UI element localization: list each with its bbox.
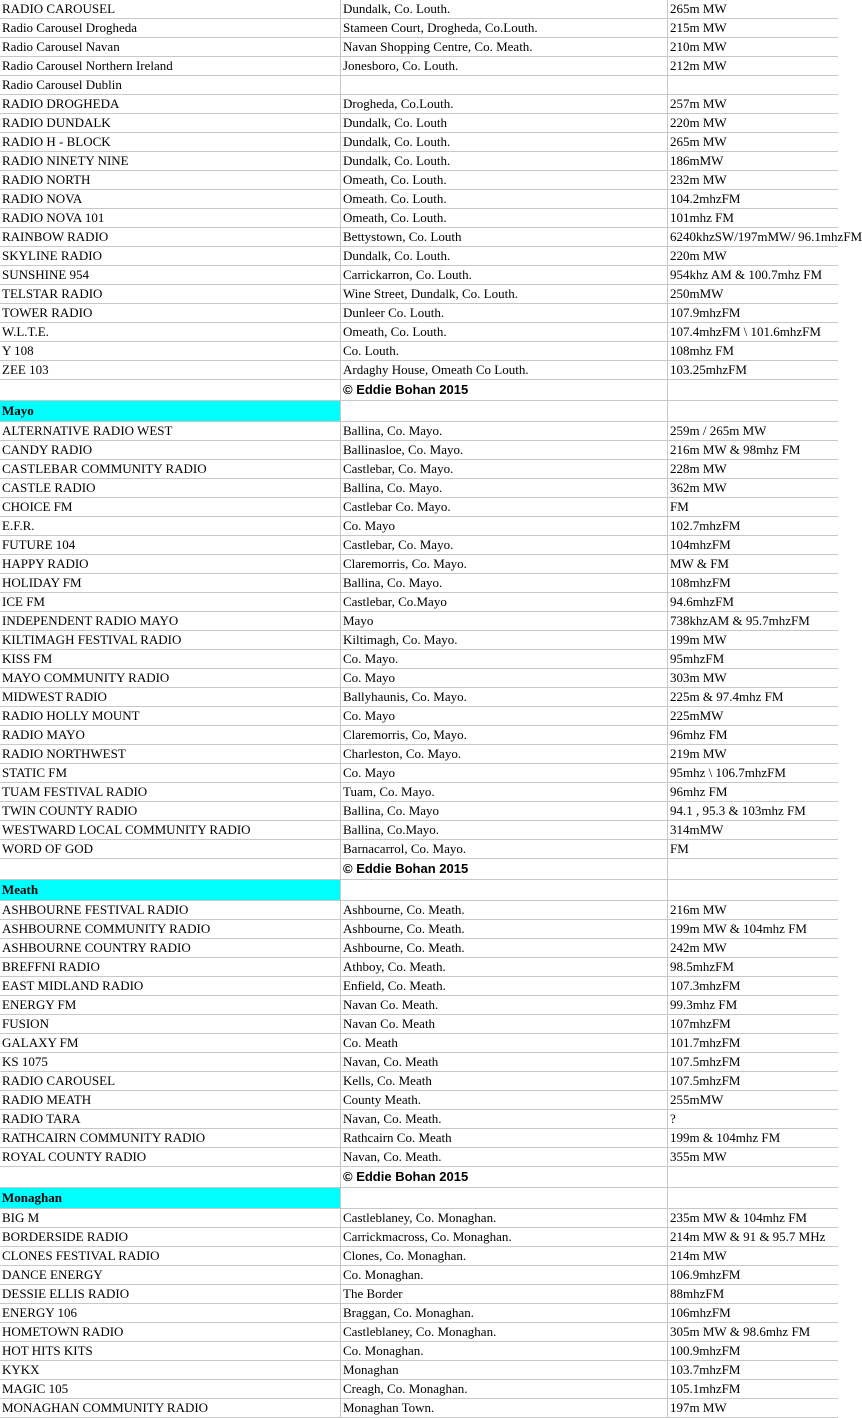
station-location: Castlebar, Co. Mayo. (340, 460, 667, 478)
station-frequency: ? (667, 1110, 838, 1128)
station-name: STATIC FM (2, 765, 68, 780)
table-row (0, 688, 838, 707)
table-row (0, 460, 838, 479)
table-row (0, 1015, 838, 1034)
empty-cell (340, 401, 667, 421)
station-location: Castlebar, Co.Mayo (340, 593, 667, 611)
station-name: RADIO NINETY NINE (2, 153, 129, 168)
table-row (0, 114, 838, 133)
county-header: Monaghan (0, 1188, 340, 1208)
station-name: ICE FM (2, 594, 45, 609)
table-row (0, 650, 838, 669)
table-row (0, 133, 838, 152)
station-location: Navan, Co. Meath. (340, 1110, 667, 1128)
station-name: CANDY RADIO (2, 442, 93, 457)
table-row (0, 574, 838, 593)
table-row (0, 19, 838, 38)
station-location: Enfield, Co. Meath. (340, 977, 667, 995)
empty-cell (667, 880, 838, 900)
station-frequency: 250mMW (667, 285, 838, 303)
station-name: TWIN COUNTY RADIO (2, 803, 138, 818)
station-frequency: 99.3mhz FM (667, 996, 838, 1014)
station-name: Radio Carousel Drogheda (2, 20, 138, 35)
station-frequency: 255mMW (667, 1091, 838, 1109)
station-name: RADIO NOVA 101 (2, 210, 105, 225)
station-frequency: 106mhzFM (667, 1304, 838, 1322)
table-row (0, 1228, 838, 1247)
station-frequency: 98.5mhzFM (667, 958, 838, 976)
station-frequency: 107.9mhzFM (667, 304, 838, 322)
station-location: Wine Street, Dundalk, Co. Louth. (340, 285, 667, 303)
station-location: Rathcairn Co. Meath (340, 1129, 667, 1147)
station-name: BORDERSIDE RADIO (2, 1229, 129, 1244)
table-row (0, 536, 838, 555)
table-row (0, 821, 838, 840)
station-frequency: 219m MW (667, 745, 838, 763)
station-location: Barnacarrol, Co. Mayo. (340, 840, 667, 858)
station-name: RADIO CAROUSEL (2, 1073, 116, 1088)
table-row (0, 958, 838, 977)
table-row (0, 726, 838, 745)
table-row (0, 190, 838, 209)
station-location: Navan Co. Meath. (340, 996, 667, 1014)
station-frequency: 6240khzSW/197mMW/ 96.1mhzFM (667, 228, 838, 246)
station-frequency: 107.3mhzFM (667, 977, 838, 995)
table-row (0, 422, 838, 441)
station-frequency: 216m MW (667, 901, 838, 919)
table-row (0, 1285, 838, 1304)
station-name: WESTWARD LOCAL COMMUNITY RADIO (2, 822, 251, 837)
table-row (0, 228, 862, 247)
station-name: ASHBOURNE COUNTRY RADIO (2, 940, 191, 955)
table-row (0, 361, 838, 380)
empty-cell (0, 380, 340, 400)
table-row (0, 1266, 838, 1285)
station-location: Omeath. Co. Louth. (340, 190, 667, 208)
copyright-notice: © Eddie Bohan 2015 (340, 380, 667, 400)
station-name: EAST MIDLAND RADIO (2, 978, 144, 993)
station-name: KS 1075 (2, 1054, 48, 1069)
station-frequency: 107.5mhzFM (667, 1072, 838, 1090)
station-frequency: 355m MW (667, 1148, 838, 1166)
station-frequency: 265m MW (667, 133, 838, 151)
station-location: Navan Shopping Centre, Co. Meath. (340, 38, 667, 56)
station-name: RATHCAIRN COMMUNITY RADIO (2, 1130, 206, 1145)
station-location: Ardaghy House, Omeath Co Louth. (340, 361, 667, 379)
station-name: INDEPENDENT RADIO MAYO (2, 613, 179, 628)
station-name: BIG M (2, 1210, 40, 1225)
station-location: Kiltimagh, Co. Mayo. (340, 631, 667, 649)
station-name: CLONES FESTIVAL RADIO (2, 1248, 160, 1263)
station-name: FUSION (2, 1016, 49, 1031)
table-row (0, 764, 838, 783)
station-location: Jonesboro, Co. Louth. (340, 57, 667, 75)
station-frequency: 303m MW (667, 669, 838, 687)
county-header: Mayo (0, 401, 340, 421)
table-row (0, 1399, 838, 1418)
station-name: RADIO HOLLY MOUNT (2, 708, 140, 723)
station-frequency: 94.6mhzFM (667, 593, 838, 611)
station-frequency: 106.9mhzFM (667, 1266, 838, 1284)
station-frequency: 220m MW (667, 114, 838, 132)
station-frequency: FM (667, 840, 838, 858)
station-location: Ashbourne, Co. Meath. (340, 920, 667, 938)
station-frequency: 738khzAM & 95.7mhzFM (667, 612, 838, 630)
table-row (0, 479, 838, 498)
station-frequency: 199m MW (667, 631, 838, 649)
table-row (0, 38, 838, 57)
station-location: Dundalk, Co. Louth. (340, 152, 667, 170)
station-location: Monaghan Town. (340, 1399, 667, 1417)
table-row (0, 802, 838, 821)
station-location: Claremorris, Co. Mayo. (340, 555, 667, 573)
station-name: TELSTAR RADIO (2, 286, 103, 301)
station-frequency: 101mhz FM (667, 209, 838, 227)
station-frequency: 214m MW (667, 1247, 838, 1265)
station-location: Dunleer Co. Louth. (340, 304, 667, 322)
station-name: Radio Carousel Northern Ireland (2, 58, 173, 73)
table-row (0, 171, 838, 190)
station-frequency: 235m MW & 104mhz FM (667, 1209, 838, 1227)
station-frequency: 105.1mhzFM (667, 1380, 838, 1398)
table-row (0, 517, 838, 536)
table-row (0, 1304, 838, 1323)
station-name: ENERGY FM (2, 997, 77, 1012)
station-frequency: 225mMW (667, 707, 838, 725)
table-row (0, 247, 838, 266)
station-location (340, 76, 667, 94)
station-frequency: 95mhz \ 106.7mhzFM (667, 764, 838, 782)
empty-cell (0, 1167, 340, 1187)
station-frequency: 197m MW (667, 1399, 838, 1417)
copyright-notice: © Eddie Bohan 2015 (340, 1167, 667, 1187)
station-location: County Meath. (340, 1091, 667, 1109)
station-frequency: 259m / 265m MW (667, 422, 838, 440)
table-row (0, 1209, 838, 1228)
station-location: Charleston, Co. Mayo. (340, 745, 667, 763)
station-name: ROYAL COUNTY RADIO (2, 1149, 147, 1164)
station-name: DESSIE ELLIS RADIO (2, 1286, 130, 1301)
table-row (0, 901, 838, 920)
station-name: Radio Carousel Dublin (2, 77, 122, 92)
station-name: RAINBOW RADIO (2, 229, 109, 244)
table-row (0, 1034, 838, 1053)
table-row (0, 939, 838, 958)
table-row (0, 1247, 838, 1266)
station-frequency: 314mMW (667, 821, 838, 839)
county-header-row (0, 880, 838, 901)
station-name: RADIO DROGHEDA (2, 96, 120, 111)
table-row (0, 1091, 838, 1110)
station-name: W.L.T.E. (2, 324, 49, 339)
table-row (0, 977, 838, 996)
station-frequency: 108mhz FM (667, 342, 838, 360)
table-row (0, 996, 838, 1015)
county-header-row (0, 401, 838, 422)
station-frequency: FM (667, 498, 838, 516)
table-row (0, 555, 838, 574)
copyright-row (0, 859, 838, 880)
empty-cell (667, 859, 838, 879)
station-location: Co. Mayo (340, 517, 667, 535)
station-frequency: 954khz AM & 100.7mhz FM (667, 266, 838, 284)
station-location: Carrickmacross, Co. Monaghan. (340, 1228, 667, 1246)
station-name: CASTLE RADIO (2, 480, 96, 495)
station-name: ASHBOURNE FESTIVAL RADIO (2, 902, 189, 917)
station-location: Tuam, Co. Mayo. (340, 783, 667, 801)
station-name: HOT HITS KITS (2, 1343, 93, 1358)
table-row (0, 631, 838, 650)
station-name: RADIO DUNDALK (2, 115, 111, 130)
station-frequency: 220m MW (667, 247, 838, 265)
table-row (0, 745, 838, 764)
station-location: Claremorris, Co, Mayo. (340, 726, 667, 744)
station-frequency: 95mhzFM (667, 650, 838, 668)
station-name: HOLIDAY FM (2, 575, 82, 590)
station-name: RADIO TARA (2, 1111, 81, 1126)
table-row (0, 342, 838, 361)
table-row (0, 1110, 838, 1129)
station-frequency: 107.5mhzFM (667, 1053, 838, 1071)
station-location: Creagh, Co. Monaghan. (340, 1380, 667, 1398)
empty-cell (667, 401, 838, 421)
station-location: Dundalk, Co. Louth. (340, 247, 667, 265)
table-row (0, 95, 838, 114)
table-row (0, 0, 838, 19)
station-name: SKYLINE RADIO (2, 248, 103, 263)
empty-cell (667, 1188, 838, 1208)
station-location: Castlebar Co. Mayo. (340, 498, 667, 516)
station-frequency: 103.7mhzFM (667, 1361, 838, 1379)
station-location: Co. Mayo (340, 669, 667, 687)
station-location: Mayo (340, 612, 667, 630)
station-frequency: 96mhz FM (667, 726, 838, 744)
table-row (0, 304, 838, 323)
station-location: Bettystown, Co. Louth (340, 228, 667, 246)
station-name: BREFFNI RADIO (2, 959, 100, 974)
empty-cell (667, 1167, 838, 1187)
table-row (0, 1072, 838, 1091)
station-name: MIDWEST RADIO (2, 689, 107, 704)
station-location: Braggan, Co. Monaghan. (340, 1304, 667, 1322)
table-row (0, 1053, 838, 1072)
station-name: KYKX (2, 1362, 40, 1377)
station-name: ZEE 103 (2, 362, 49, 377)
station-location: Co. Mayo (340, 707, 667, 725)
station-location: Omeath, Co. Louth. (340, 171, 667, 189)
station-name: RADIO NORTHWEST (2, 746, 126, 761)
station-frequency: 228m MW (667, 460, 838, 478)
station-name: MAYO COMMUNITY RADIO (2, 670, 170, 685)
station-location: Dundalk, Co. Louth (340, 114, 667, 132)
station-frequency: 305m MW & 98.6mhz FM (667, 1323, 838, 1341)
station-location: Co. Mayo. (340, 650, 667, 668)
station-location: Co. Monaghan. (340, 1266, 667, 1284)
station-name: ASHBOURNE COMMUNITY RADIO (2, 921, 211, 936)
station-frequency: 225m & 97.4mhz FM (667, 688, 838, 706)
station-frequency: 265m MW (667, 0, 838, 18)
station-location: Co. Mayo (340, 764, 667, 782)
station-location: Ballyhaunis, Co. Mayo. (340, 688, 667, 706)
station-location: Navan, Co. Meath. (340, 1148, 667, 1166)
station-name: KISS FM (2, 651, 53, 666)
table-row (0, 1323, 838, 1342)
station-name: ENERGY 106 (2, 1305, 77, 1320)
station-location: Dundalk, Co. Louth. (340, 0, 667, 18)
table-row (0, 285, 838, 304)
station-frequency: 215m MW (667, 19, 838, 37)
table-row (0, 840, 838, 859)
station-name: KILTIMAGH FESTIVAL RADIO (2, 632, 182, 647)
station-frequency: 210m MW (667, 38, 838, 56)
county-header-row (0, 1188, 838, 1209)
station-name: RADIO H - BLOCK (2, 134, 111, 149)
station-name: Radio Carousel Navan (2, 39, 120, 54)
table-row (0, 323, 838, 342)
station-name: HAPPY RADIO (2, 556, 89, 571)
table-row (0, 707, 838, 726)
station-location: Ashbourne, Co. Meath. (340, 901, 667, 919)
station-name: RADIO MEATH (2, 1092, 92, 1107)
station-location: Omeath, Co. Louth. (340, 209, 667, 227)
station-frequency: 216m MW & 98mhz FM (667, 441, 838, 459)
copyright-notice: © Eddie Bohan 2015 (340, 859, 667, 879)
station-location: Ballina, Co. Mayo (340, 802, 667, 820)
station-location: Ballinasloe, Co. Mayo. (340, 441, 667, 459)
station-location: Ashbourne, Co. Meath. (340, 939, 667, 957)
station-name: RADIO NOVA (2, 191, 83, 206)
table-row (0, 266, 838, 285)
table-row (0, 57, 838, 76)
station-name: RADIO NORTH (2, 172, 91, 187)
table-row (0, 669, 838, 688)
empty-cell (340, 880, 667, 900)
table-row (0, 1148, 838, 1167)
station-frequency: 101.7mhzFM (667, 1034, 838, 1052)
station-location: Clones, Co. Monaghan. (340, 1247, 667, 1265)
station-location: Drogheda, Co.Louth. (340, 95, 667, 113)
station-location: Ballina, Co.Mayo. (340, 821, 667, 839)
station-location: Co. Meath (340, 1034, 667, 1052)
table-row (0, 1380, 838, 1399)
station-frequency: 94.1 , 95.3 & 103mhz FM (667, 802, 838, 820)
table-row (0, 1129, 838, 1148)
station-frequency: 104mhzFM (667, 536, 838, 554)
table-row (0, 920, 838, 939)
station-name: FUTURE 104 (2, 537, 76, 552)
station-name: MAGIC 105 (2, 1381, 69, 1396)
station-frequency: 103.25mhzFM (667, 361, 838, 379)
station-frequency: 242m MW (667, 939, 838, 957)
table-row (0, 612, 838, 631)
station-name: HOMETOWN RADIO (2, 1324, 124, 1339)
empty-cell (340, 1188, 667, 1208)
copyright-row (0, 380, 838, 401)
station-location: Ballina, Co. Mayo. (340, 422, 667, 440)
station-location: Navan, Co. Meath (340, 1053, 667, 1071)
table-row (0, 441, 838, 460)
station-name: RADIO MAYO (2, 727, 85, 742)
empty-cell (667, 380, 838, 400)
station-location: Co. Louth. (340, 342, 667, 360)
station-location: Athboy, Co. Meath. (340, 958, 667, 976)
station-name: DANCE ENERGY (2, 1267, 103, 1282)
station-frequency: 104.2mhzFM (667, 190, 838, 208)
station-frequency: 88mhzFM (667, 1285, 838, 1303)
station-frequency: 212m MW (667, 57, 838, 75)
station-location: Ballina, Co. Mayo. (340, 574, 667, 592)
table-row (0, 76, 838, 95)
station-frequency: MW & FM (667, 555, 838, 573)
station-location: Castlebar, Co. Mayo. (340, 536, 667, 554)
station-name: WORD OF GOD (2, 841, 93, 856)
station-name: TOWER RADIO (2, 305, 93, 320)
station-name: RADIO CAROUSEL (2, 1, 116, 16)
station-frequency (667, 76, 838, 94)
station-location: Ballina, Co. Mayo. (340, 479, 667, 497)
station-name: MONAGHAN COMMUNITY RADIO (2, 1400, 209, 1415)
station-location: Dundalk, Co. Louth. (340, 133, 667, 151)
station-location: Kells, Co. Meath (340, 1072, 667, 1090)
station-frequency: 232m MW (667, 171, 838, 189)
copyright-row (0, 1167, 838, 1188)
station-frequency: 102.7mhzFM (667, 517, 838, 535)
station-frequency: 257m MW (667, 95, 838, 113)
station-location: Omeath, Co. Louth. (340, 323, 667, 341)
table-row (0, 209, 838, 228)
station-location: Castleblaney, Co. Monaghan. (340, 1209, 667, 1227)
station-location: Monaghan (340, 1361, 667, 1379)
empty-cell (0, 859, 340, 879)
station-location: Carrickarron, Co. Louth. (340, 266, 667, 284)
station-name: CASTLEBAR COMMUNITY RADIO (2, 461, 207, 476)
station-frequency: 100.9mhzFM (667, 1342, 838, 1360)
station-name: SUNSHINE 954 (2, 267, 90, 282)
table-row (0, 1342, 838, 1361)
station-frequency: 199m MW & 104mhz FM (667, 920, 838, 938)
station-location: Castleblaney, Co. Monaghan. (340, 1323, 667, 1341)
station-frequency: 199m & 104mhz FM (667, 1129, 838, 1147)
county-header: Meath (0, 880, 340, 900)
table-row (0, 1361, 838, 1380)
station-frequency: 362m MW (667, 479, 838, 497)
station-location: Co. Monaghan. (340, 1342, 667, 1360)
station-frequency: 107mhzFM (667, 1015, 838, 1033)
station-name: GALAXY FM (2, 1035, 79, 1050)
station-name: ALTERNATIVE RADIO WEST (2, 423, 173, 438)
station-location: Navan Co. Meath (340, 1015, 667, 1033)
station-name: TUAM FESTIVAL RADIO (2, 784, 148, 799)
table-row (0, 152, 838, 171)
table-row (0, 783, 838, 802)
station-frequency: 186mMW (667, 152, 838, 170)
table-row (0, 593, 838, 612)
station-location: Stameen Court, Drogheda, Co.Louth. (340, 19, 667, 37)
station-frequency: 108mhzFM (667, 574, 838, 592)
table-row (0, 498, 838, 517)
station-frequency: 107.4mhzFM \ 101.6mhzFM (667, 323, 838, 341)
station-frequency: 96mhz FM (667, 783, 838, 801)
station-name: Y 108 (2, 343, 34, 358)
station-name: E.F.R. (2, 518, 35, 533)
station-name: CHOICE FM (2, 499, 73, 514)
station-location: The Border (340, 1285, 667, 1303)
station-frequency: 214m MW & 91 & 95.7 MHz (667, 1228, 838, 1246)
